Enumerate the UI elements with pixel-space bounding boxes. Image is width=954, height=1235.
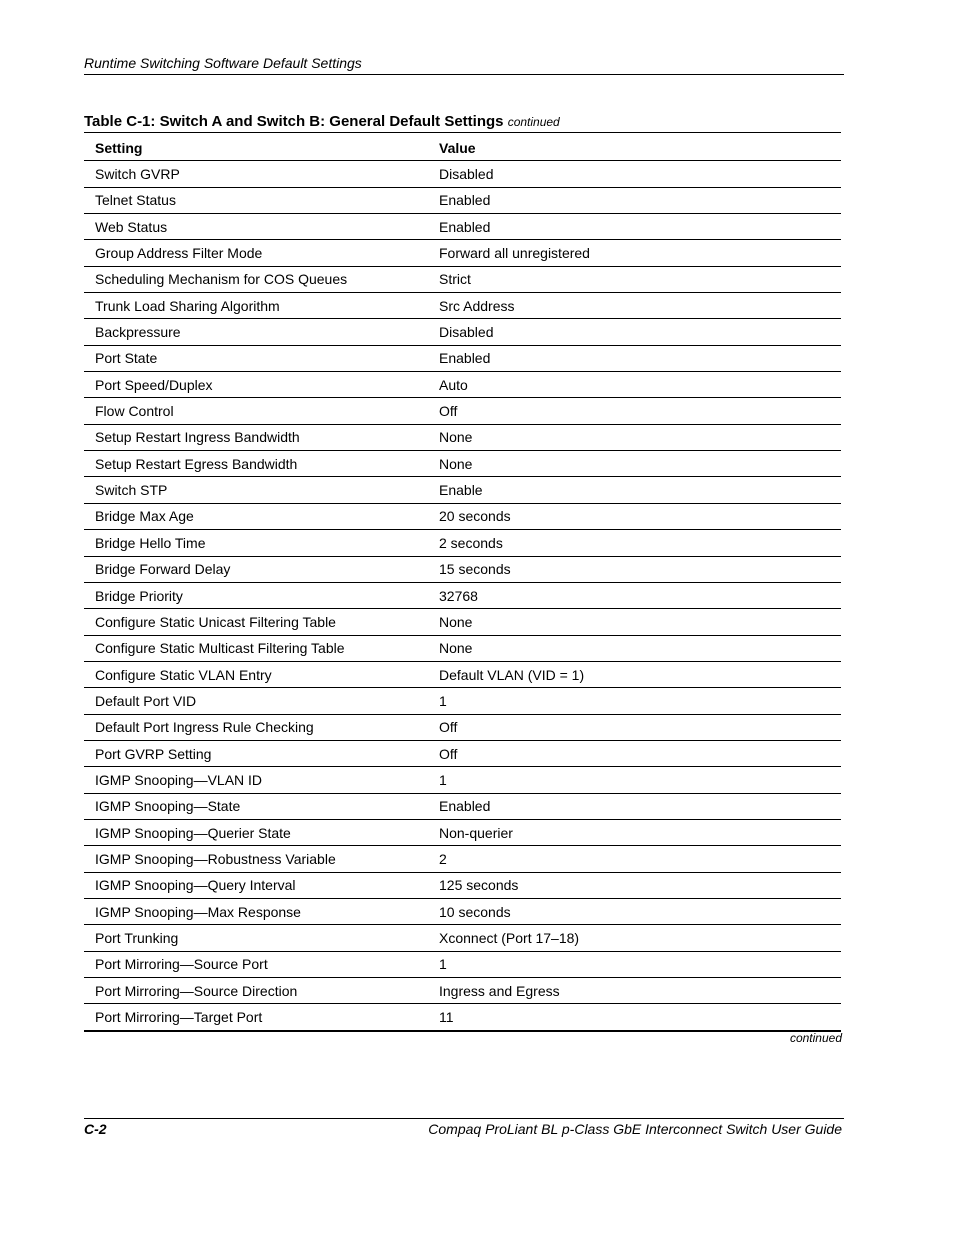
page-footer: [84, 1118, 844, 1141]
default-settings-table: [84, 135, 841, 1032]
value-cell: Disabled: [439, 161, 841, 187]
value-cell: Enabled: [439, 187, 841, 213]
table-row: [84, 951, 841, 977]
setting-cell: Bridge Hello Time: [84, 530, 439, 556]
table-row: [84, 451, 841, 477]
setting-cell: IGMP Snooping—State: [84, 793, 439, 819]
book-title: Compaq ProLiant BL p-Class GbE Interconnect Switch User Guide: [428, 1121, 842, 1137]
table-row: [84, 846, 841, 872]
table-row: [84, 398, 841, 424]
value-cell: 2: [439, 846, 841, 872]
column-header-setting: Setting: [84, 135, 439, 161]
setting-cell: Setup Restart Egress Bandwidth: [84, 451, 439, 477]
value-cell: Src Address: [439, 293, 841, 319]
table-row: [84, 582, 841, 608]
table-row: [84, 372, 841, 398]
setting-cell: Telnet Status: [84, 187, 439, 213]
value-cell: Disabled: [439, 319, 841, 345]
value-cell: 15 seconds: [439, 556, 841, 582]
table-row: [84, 266, 841, 292]
table-row: [84, 740, 841, 766]
setting-cell: Default Port VID: [84, 688, 439, 714]
setting-cell: IGMP Snooping—VLAN ID: [84, 767, 439, 793]
value-cell: Enabled: [439, 345, 841, 371]
table-row: [84, 661, 841, 687]
value-cell: 11: [439, 1004, 841, 1031]
table-row: [84, 609, 841, 635]
value-cell: Auto: [439, 372, 841, 398]
value-cell: Off: [439, 714, 841, 740]
setting-cell: IGMP Snooping—Robustness Variable: [84, 846, 439, 872]
setting-cell: Bridge Max Age: [84, 503, 439, 529]
setting-cell: Switch GVRP: [84, 161, 439, 187]
value-cell: None: [439, 609, 841, 635]
value-cell: Off: [439, 398, 841, 424]
value-cell: Enabled: [439, 793, 841, 819]
setting-cell: Configure Static Unicast Filtering Table: [84, 609, 439, 635]
table-row: [84, 345, 841, 371]
setting-cell: Setup Restart Ingress Bandwidth: [84, 424, 439, 450]
value-cell: 20 seconds: [439, 503, 841, 529]
value-cell: 32768: [439, 582, 841, 608]
table-header-row: [84, 135, 841, 161]
table-row: [84, 793, 841, 819]
setting-cell: Port Trunking: [84, 925, 439, 951]
table-row: [84, 214, 841, 240]
table-row: [84, 925, 841, 951]
table-row: [84, 898, 841, 924]
value-cell: 10 seconds: [439, 898, 841, 924]
table-row: [84, 530, 841, 556]
setting-cell: Flow Control: [84, 398, 439, 424]
table-caption: [84, 112, 841, 133]
table-row: [84, 556, 841, 582]
table-row: [84, 635, 841, 661]
table-body: [84, 161, 841, 1031]
setting-cell: Trunk Load Sharing Algorithm: [84, 293, 439, 319]
value-cell: Strict: [439, 266, 841, 292]
table-row: [84, 872, 841, 898]
table-row: [84, 714, 841, 740]
setting-cell: IGMP Snooping—Querier State: [84, 819, 439, 845]
value-cell: 1: [439, 951, 841, 977]
table-row: [84, 424, 841, 450]
column-header-value: Value: [439, 135, 841, 161]
table-continued-note: continued: [789, 1031, 842, 1045]
value-cell: Off: [439, 740, 841, 766]
table-row: [84, 161, 841, 187]
setting-cell: Port State: [84, 345, 439, 371]
value-cell: Forward all unregistered: [439, 240, 841, 266]
setting-cell: Port GVRP Setting: [84, 740, 439, 766]
table-caption-continued: continued: [507, 115, 560, 129]
value-cell: Ingress and Egress: [439, 978, 841, 1004]
table-row: [84, 187, 841, 213]
setting-cell: Switch STP: [84, 477, 439, 503]
setting-cell: Backpressure: [84, 319, 439, 345]
value-cell: 2 seconds: [439, 530, 841, 556]
setting-cell: Configure Static VLAN Entry: [84, 661, 439, 687]
value-cell: 125 seconds: [439, 872, 841, 898]
value-cell: Enable: [439, 477, 841, 503]
table-row: [84, 319, 841, 345]
setting-cell: IGMP Snooping—Query Interval: [84, 872, 439, 898]
value-cell: None: [439, 635, 841, 661]
setting-cell: Port Mirroring—Source Port: [84, 951, 439, 977]
table-row: [84, 240, 841, 266]
table-row: [84, 819, 841, 845]
value-cell: 1: [439, 767, 841, 793]
value-cell: Xconnect (Port 17–18): [439, 925, 841, 951]
setting-cell: Bridge Priority: [84, 582, 439, 608]
setting-cell: IGMP Snooping—Max Response: [84, 898, 439, 924]
table-caption-label: Table C-1: Switch A and Switch B: General Default Settings: [84, 113, 504, 130]
setting-cell: Port Speed/Duplex: [84, 372, 439, 398]
setting-cell: Web Status: [84, 214, 439, 240]
table-row: [84, 503, 841, 529]
page-number: C-2: [84, 1121, 107, 1137]
value-cell: Non-querier: [439, 819, 841, 845]
setting-cell: Configure Static Multicast Filtering Table: [84, 635, 439, 661]
setting-cell: Bridge Forward Delay: [84, 556, 439, 582]
table-row: [84, 293, 841, 319]
value-cell: None: [439, 424, 841, 450]
table-row: [84, 767, 841, 793]
table-row: [84, 477, 841, 503]
setting-cell: Group Address Filter Mode: [84, 240, 439, 266]
setting-cell: Port Mirroring—Target Port: [84, 1004, 439, 1031]
setting-cell: Default Port Ingress Rule Checking: [84, 714, 439, 740]
value-cell: 1: [439, 688, 841, 714]
running-header: [84, 55, 844, 75]
table-row: [84, 1004, 841, 1031]
value-cell: None: [439, 451, 841, 477]
value-cell: Default VLAN (VID = 1): [439, 661, 841, 687]
setting-cell: Scheduling Mechanism for COS Queues: [84, 266, 439, 292]
table-row: [84, 978, 841, 1004]
running-header-title: Runtime Switching Software Default Settings: [84, 55, 362, 71]
table-row: [84, 688, 841, 714]
setting-cell: Port Mirroring—Source Direction: [84, 978, 439, 1004]
value-cell: Enabled: [439, 214, 841, 240]
